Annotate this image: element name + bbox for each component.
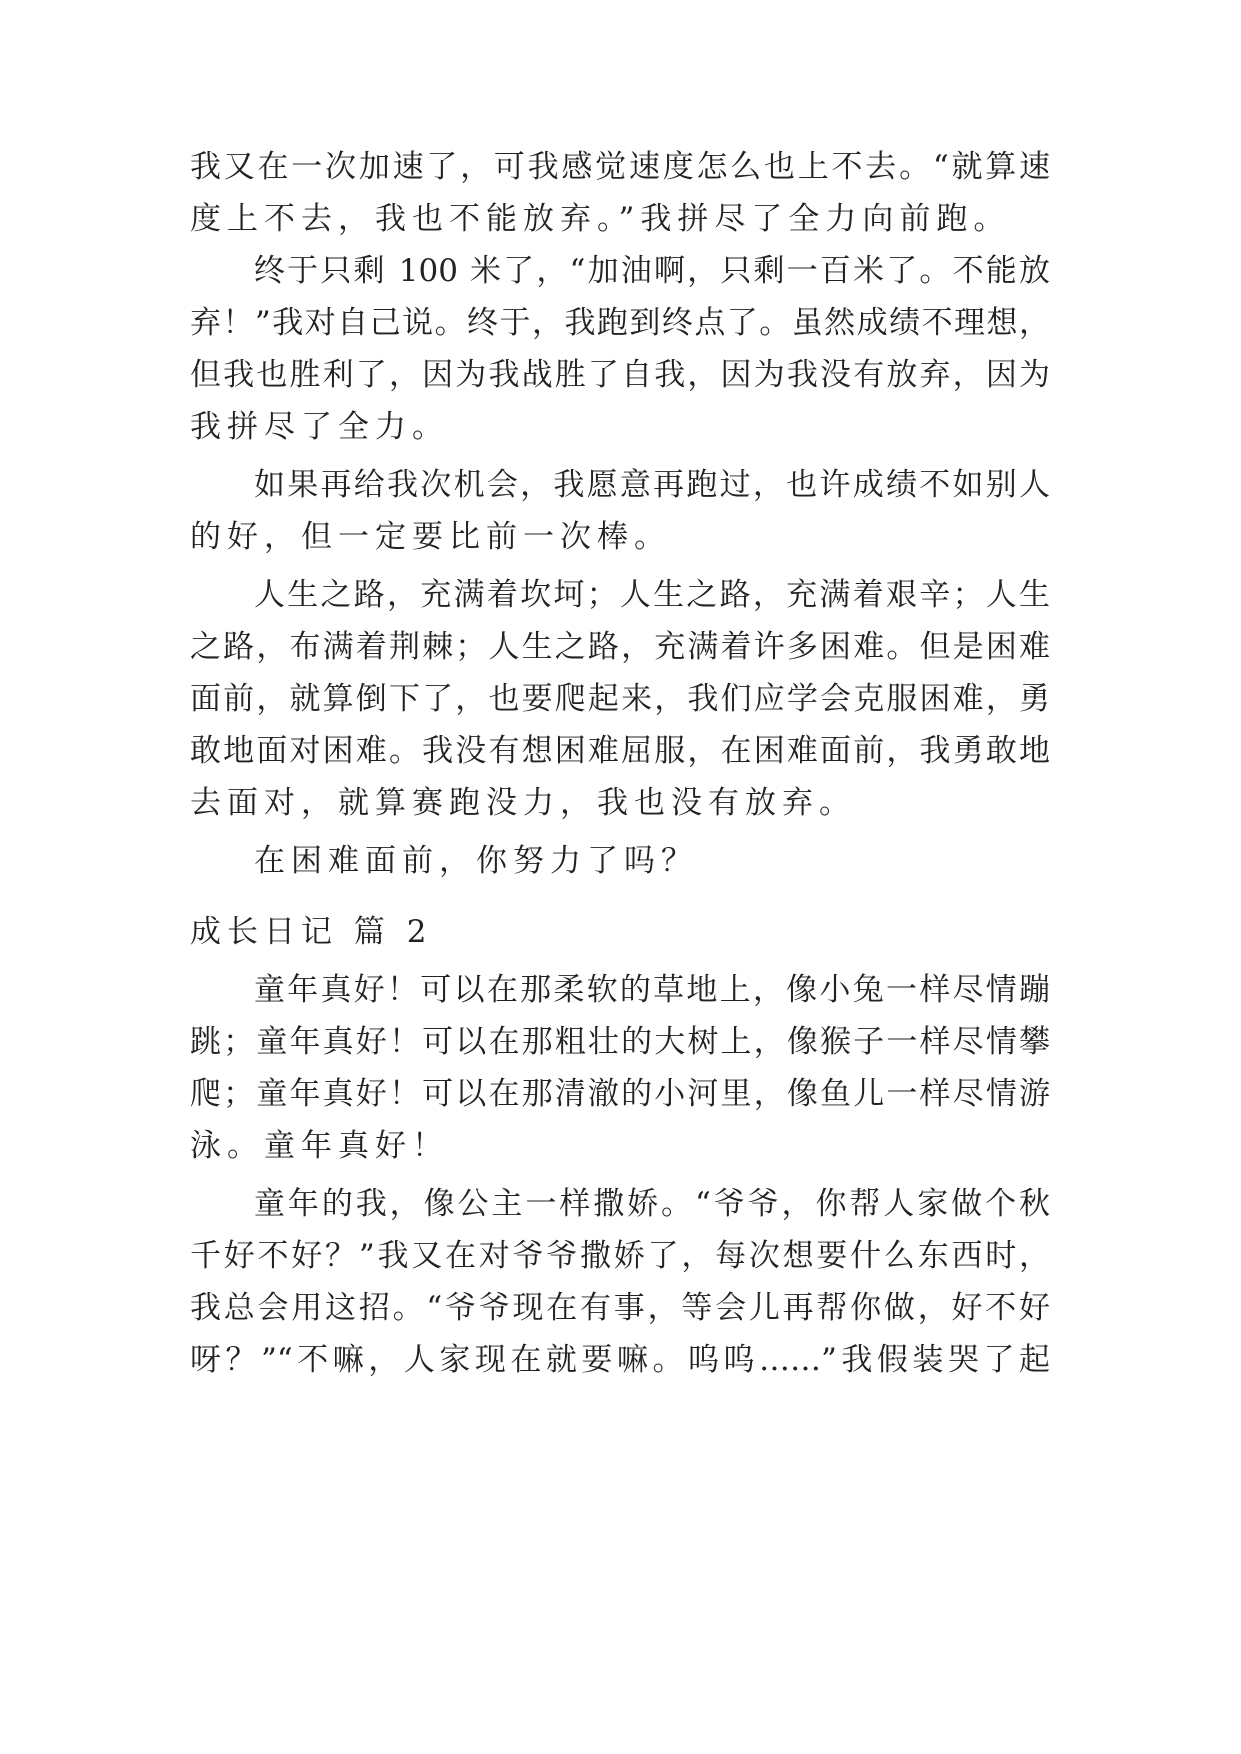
text-line: 但我也胜利了，因为我战胜了自我，因为我没有放弃，因为 bbox=[190, 357, 1050, 393]
text-line: 我又在一次加速了，可我感觉速度怎么也上不去。“就算速 bbox=[190, 149, 1050, 185]
text-line: 去面对，就算赛跑没力，我也没有放弃。 bbox=[190, 785, 856, 821]
text-line: 爬；童年真好！可以在那清澈的小河里，像鱼儿一样尽情游 bbox=[190, 1076, 1050, 1112]
text-line: 泳。童年真好！ bbox=[190, 1128, 449, 1164]
text-line: 我总会用这招。“爷爷现在有事，等会儿再帮你做，好不好 bbox=[190, 1290, 1050, 1326]
text-line: 我拼尽了全力。 bbox=[190, 409, 449, 445]
text-line: 的好，但一定要比前一次棒。 bbox=[190, 519, 671, 555]
text-line: 度上不去，我也不能放弃。”我拼尽了全力向前跑。 bbox=[190, 201, 1011, 237]
paragraph-first-line: 童年的我，像公主一样撒娇。“爷爷，你帮人家做个秋 bbox=[254, 1186, 1050, 1222]
text-line: 敢地面对困难。我没有想困难屈服，在困难面前，我勇敢地 bbox=[190, 733, 1050, 769]
paragraph-first-line: 终于只剩 100 米了，“加油啊，只剩一百米了。不能放 bbox=[254, 253, 1050, 289]
paragraph-first-line: 在困难面前，你努力了吗？ bbox=[254, 843, 698, 879]
paragraph-first-line: 如果再给我次机会，我愿意再跑过，也许成绩不如别人 bbox=[254, 467, 1050, 503]
text-line: 弃！”我对自己说。终于，我跑到终点了。虽然成绩不理想， bbox=[190, 305, 1050, 341]
paragraph-first-line: 人生之路，充满着坎坷；人生之路，充满着艰辛；人生 bbox=[254, 577, 1050, 613]
text-line: 之路，布满着荆棘；人生之路，充满着许多困难。但是困难 bbox=[190, 629, 1050, 665]
text-line: 呀？”“不嘛，人家现在就要嘛。呜呜……”我假装哭了起 bbox=[190, 1342, 1050, 1378]
text-line: 面前，就算倒下了，也要爬起来，我们应学会克服困难，勇 bbox=[190, 681, 1050, 717]
section-heading: 成长日记 篇 2 bbox=[190, 914, 433, 950]
text-line: 千好不好？”我又在对爷爷撒娇了，每次想要什么东西时， bbox=[190, 1238, 1050, 1274]
paragraph-first-line: 童年真好！可以在那柔软的草地上，像小兔一样尽情蹦 bbox=[254, 972, 1050, 1008]
text-line: 跳；童年真好！可以在那粗壮的大树上，像猴子一样尽情攀 bbox=[190, 1024, 1050, 1060]
